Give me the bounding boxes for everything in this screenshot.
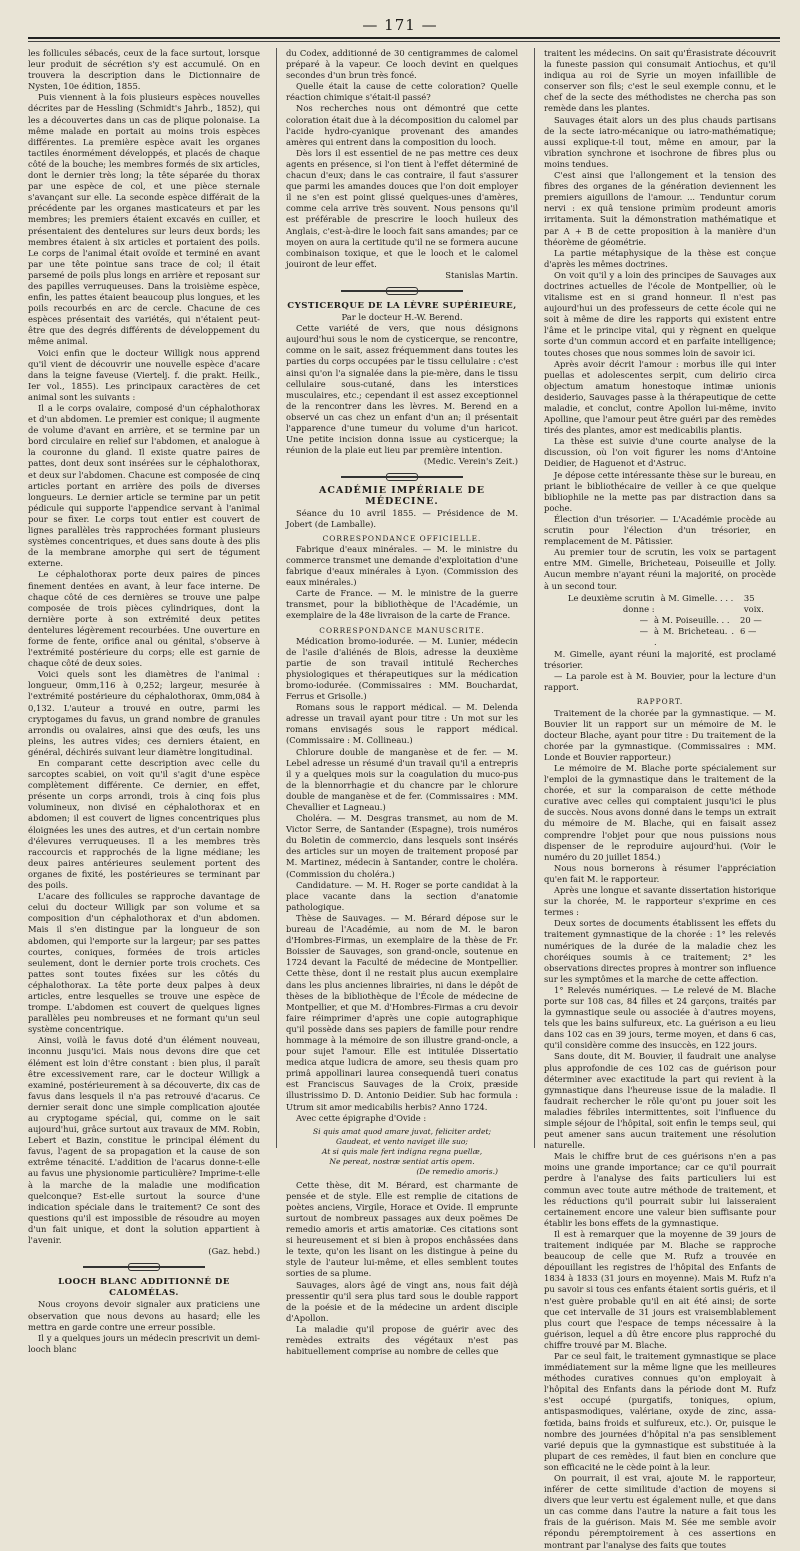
paragraph: Ainsi, voilà le favus doté d'un élément nouveau, inconnu jusqu'ici. Mais nous devons dire que cet élément est loin d'être constant : bien plus, il paraît être excessivement rare, car le docteur Willigk a examiné, postérieurement à sa découverte, dix cas de favus dans lesquels il n'a pas retrouvé d'acarus. Ce dernier serait donc une simple complication ajoutée au cryptogame spécial, qui, comme on le sait aujourd'hui, grâce surtout aux travaux de MM. Robin, Lebert et Bazin, constitue le principal élément du favus, l'agent de sa propagation et la cause de son extrême ténacité. L'addition de l'acarus donne-t-elle au favus une physionomie particulière? Imprime-t-elle à la marche de la maladie une modification quelconque? Est-elle surtout la source d'une indication spéciale dans le traitement? Ce sont des questions qu'il est impossible de résoudre au moyen d'un fait unique, et dont la solution appartient à l'avenir. (28, 1035, 260, 1246)
verse-line: Ne pereat, nostræ sentiat artis opem. (329, 1156, 475, 1166)
paragraph: Le céphalothorax porte deux paires de pinces finement dentées en avant, à leur face interne. De chaque côté de ces dernières se trouve une palpe composée de trois pièces cylindriques, dont la dernière porte à son extrémité deux petites dentelures légèrement recourbées. Une ouverture en forme de fente, orifice anal ou génital, s'observe à l'extrémité postérieure du corps; elle est garnie de chaque côté de deux soies. (28, 569, 260, 669)
paragraph: du Codex, additionné de 30 centigrammes de calomel préparé à la vapeur. Ce looch devint en quelques secondes d'un brun très foncé. (286, 48, 518, 81)
section-separator (286, 285, 518, 295)
paragraph: Après une longue et savante dissertation historique sur la chorée, M. le rapporteur s'exprime en ces termes : (544, 885, 776, 918)
paragraph: Je dépose cette intéressante thèse sur le bureau, en priant le bibliothécaire de veiller à ce que quelque bibliophile ne la mette pas par distraction dans sa poche. (544, 469, 776, 513)
paragraph: Cette variété de vers, que nous désignons aujourd'hui sous le nom de cysticerque, se rencontre, comme on le sait, assez fréquemment dans toutes les parties du corps occupées par le tissu cellulaire : c'est ainsi qu'on l'a signalée dans la pie-mère, dans le tissu cellulaire sous-cutané, dans les interstices musculaires, etc.; cependant il est assez exceptionnel de la rencontrer dans les lèvres. M. Berend en a observé un cas chez un enfant d'un an; il présentait l'apparence d'une tumeur du volume d'un haricot. Une petite incision donna issue au cysticerque; la réunion de la plaie eut lieu par première intention. (286, 323, 518, 456)
paragraph: Le mémoire de M. Blache porte spécialement sur l'emploi de la gymnastique dans le traitement de la chorée, et sur la comparaison de cette méthode curative avec celles qui comptaient jusqu'ici le plus de succès. Nous avons donné dans le temps un extrait du mémoire de M. Blache, qui en faisait assez comprendre l'objet pour que nous puissions nous dispenser de le reproduire aujourd'hui. (Voir le numéro du 20 juillet 1854.) (544, 763, 776, 862)
paragraph: Romans sous le rapport médical. — M. Delenda adresse un travail ayant pour titre : Un mot sur les romans envisagés sous le rapport médical. (Commissaire : M. Collineau.) (286, 702, 518, 746)
paragraph: Il est à remarquer que la moyenne de 39 jours de traitement indiquée par M. Blache se rapproche beaucoup de celle que M. Rufz a trouvée en dépouillant les registres de l'hôpital des Enfants de 1834 à 1833 (31 jours en moyenne). Mais M. Rufz n'a pu savoir si tous ces enfants étaient sortis guéris, et il n'est guère probable qu'il en ait été ainsi; de sorte que cet intervalle de 31 jours est vraisemblablement plus court que l'espace de temps nécessaire à la guérison, lequel a dû être encore plus rapproché du chiffre trouvé par M. Blache. (544, 1228, 776, 1350)
vote-label: Le deuxième scrutin donne : (567, 592, 655, 614)
paragraph: Mais le chiffre brut de ces guérisons n'en a pas moins une grande importance; car ce qu'il pourrait perdre à l'analyse des faits particuliers lui est commun avec toute autre méthode de traitement, et les réductions qu'il pourrait subir lui laisseraient certainement encore une valeur bien suffisante pour établir les bons effets de la gymnastique. (544, 1151, 776, 1228)
paragraph: Carte de France. — M. le ministre de la guerre transmet, pour la bibliothèque de l'Académie, un exemplaire de la 48e livraison de la carte de France. (286, 588, 518, 621)
paragraph: Sauvages, alors âgé de vingt ans, nous fait déjà pressentir qu'il sera plus tard sous le double rapport de la poésie et de la médecine un ardent disciple d'Apollon. (286, 1279, 518, 1323)
paragraph: M. Gimelle, ayant réuni la majorité, est proclamé trésorier. (544, 649, 776, 671)
vote-row (544, 615, 776, 626)
article-heading: CYSTICERQUE DE LA LÈVRE SUPÉRIEURE, (287, 300, 517, 311)
paragraph: L'acare des follicules se rapproche davantage de celui du docteur Willigk par son volume et sa composition d'un céphalothorax et d'un abdomen. Mais il s'en distingue par la longueur de son abdomen, qui l'emporte sur la largeur; par ses pattes courtes, coniques, formées de trois articles seulement, dont le dernier porte trois crochets. Ces pattes sont toutes fixées sur les côtés du céphalothorax. La tête porte deux palpes à deux articles, entre lesquelles se trouve une espèce de trompe. L'abdomen est couvert de quelques lignes parallèles peu nombreuses et ne formant qu'un seul système concentrique. (28, 891, 260, 1035)
paragraph: Il a le corps ovalaire, composé d'un céphalothorax et d'un abdomen. Le premier est conique; il augmente de volume d'avant en arrière, et se termine par un bord circulaire en relief sur l'abdomen, et analogue à la couronne du gland. Il existe quatre paires de pattes, dont deux sont insérées sur le céphalothorax, et deux sur l'abdomen. Chacune est composée de cinq articles portant en arrière des poils de diverses longueurs. Le dernier article se termine par un petit pédicule qui supporte l'appendice servant à l'animal pour se fixer. Le corps tout entier est couvert de lignes parallèles très rapprochées formant plusieurs systèmes concentriques, et dues sans doute à des plis de la membrane amorphe qui sert de tégument externe. (28, 403, 260, 569)
paragraph: Nous nous bornerons à résumer l'appréciation qu'en fait M. le rapporteur. (544, 862, 776, 884)
section-separator (286, 471, 518, 481)
article-heading: LOOCH BLANC ADDITIONNÉ DE CALOMÉLAS. (58, 1277, 230, 1299)
paragraph: traitent les médecins. On sait qu'Érasistrate découvrit la funeste passion qui consumait Antiochus, et qu'il indiqua au roi de Syrie un moyen infaillible de conserver son fils; c'est le seul exemple connu, et le chef de la secte des méthodistes ne chercha pas son remède dans les plantes. (544, 48, 776, 114)
paragraph: Choléra. — M. Desgras transmet, au nom de M. Victor Serre, de Santander (Espagne), trois numéros du Boletin de commercio, dans lesquels sont insérés des articles sur un moyen de traitement proposé par M. Martinez, médecin à Santander, contre le choléra. (Commission du choléra.) (286, 813, 518, 879)
vote-candidate: à M. Poiseuille. . . (654, 614, 730, 625)
header-rule (28, 37, 780, 39)
paragraph: Quelle était la cause de cette coloration? Quelle réaction chimique s'était-il passé? (286, 81, 518, 103)
verse-source: (De remedio amoris.) (416, 1166, 498, 1176)
verse-line: Gaudeat, et vento naviget ille suo; (336, 1136, 468, 1146)
paragraph: Candidature. — M. H. Roger se porte candidat à la place vacante dans la section d'anatomie pathologique. (286, 879, 518, 912)
epigraph (286, 1127, 518, 1177)
vote-dash: — (639, 614, 648, 625)
paragraph: Traitement de la chorée par la gymnastique. — M. Bouvier lit un rapport sur un mémoire de M. le docteur Blache, ayant pour titre : Du traitement de la chorée par la gymnastique. (Commissaires : MM. Londe et Bouvier rapporteur.) (544, 707, 776, 762)
paragraph: Au premier tour de scrutin, les voix se partagent entre MM. Gimelle, Bricheteau, Poiseuille et Jolly. Aucun membre n'ayant réuni la majorité, on procède à un second tour. (544, 547, 776, 591)
citation: (Medic. Verein's Zeit.) (423, 456, 518, 467)
paragraph: Chlorure double de manganèse et de fer. — M. Lebel adresse un résumé d'un travail qu'il a entrepris il y a quelques mois sur la coagulation du muco-pus de la blennorrhagie et du chancre par le chlorure double de manganèse et de fer. (Commissaires : MM. Chevallier et Lagneau.) (286, 746, 518, 812)
paragraph: La thèse est suivie d'une courte analyse de la discussion, où l'on voit figurer les noms d'Antoine Deidier, de Haguenot et d'Astruc. (544, 436, 776, 469)
paragraph: Élection d'un trésorier. — L'Académie procède au scrutin pour l'élection d'un trésorier, en remplacement de M. Pâtissier. (544, 513, 776, 547)
paragraph: Voici enfin que le docteur Willigk nous apprend qu'il vient de découvrir une nouvelle espèce d'acare dans la teigne faveuse (Viertelj. f. die prakt. Heilk., Ier vol., 1855). Les principaux caractères de cet animal sont les suivants : (28, 347, 260, 402)
vote-candidate: à M. Gimelle. . . . (660, 592, 734, 603)
vote-results (544, 593, 776, 648)
column-right (544, 48, 776, 1550)
paragraph: Nos recherches nous ont démontré que cette coloration était due à la décomposition du calomel par l'acide hydro-cyanique provenant des amandes amères qui entrent dans la composition du looch. (286, 103, 518, 147)
paragraph: Avec cette épigraphe d'Ovide : (296, 1112, 427, 1123)
paragraph: Fabrique d'eaux minérales. — M. le ministre du commerce transmet une demande d'exploitation d'une fabrique d'eaux minérales à Lyon. (Commission des eaux minérales.) (286, 543, 518, 588)
paragraph: — La parole est à M. Bouvier, pour la lecture d'un rapport. (544, 671, 776, 693)
paragraph: C'est ainsi que l'allongement et la tension des fibres des organes de la génération deviennent les premiers aiguillons de l'amour. ... Tenduntur corum nervi : ex quâ tensione primùm prodeunt amoris irritamenta. Suit la démonstration mathématique et par A + B de cette proposition à la manière d'un théorème de géométrie. (544, 170, 776, 247)
section-heading: ACADÉMIE IMPÉRIALE DE MÉDECINE. (318, 485, 486, 508)
paragraph: En comparant cette description avec celle du sarcoptes scabiei, on voit qu'il s'agit d'une espèce complètement différente. Ce dernier, en effet, présente un corps arrondi, trois à cinq fois plus volumineux, non divisé en céphalothorax et en abdomen; il est couvert de lignes concentriques plus éloignées les unes des autres, et d'un certain nombre d'élevures verruqueuses. Il a les membres très raccourcis et rapprochés de la ligne médiane; les deux paires antérieures seulement portent des organes de fixité, les postérieures se terminant par des poils. (28, 758, 260, 891)
vote-candidate: à M. Bricheteau. . . (654, 625, 734, 647)
paragraph: Thèse de Sauvages. — M. Bérard dépose sur le bureau de l'Académie, au nom de M. le baron d'Hombres-Firmas, un exemplaire de la thèse de Fr. Boissier de Sauvages, son grand-oncle, soutenue en 1724 devant la Faculté de médecine de Montpellier. Cette thèse, dont il ne restait plus aucun exemplaire dans les plus anciennes librairies, ni dans le dépôt de thèses de la bibliothèque de l'École de médecine de Montpellier, et que M. d'Hombres-Firmas a cru devoir faire réimprimer d'après une copie autographique qu'il possède dans ses papiers de famille pour rendre hommage à la mémoire de son illustre grand-oncle, a pour sujet l'amour. Elle est intitulée Dissertatio medica atque ludicra de amore, seu thesis quam pro primâ appollinari laurea consequendâ tueri conatus est Franciscus Sauvages de la Croix, præside illustrissimo D. D. Antonio Deidier. Sub hac formula : Utrum sit amor medicabilis herbis? Anno 1724. (286, 912, 518, 1112)
page-number: — 171 — (362, 16, 438, 34)
signature: Stanislas Martin. (445, 269, 518, 280)
vote-row (544, 593, 776, 615)
paragraph: La partie métaphysique de la thèse est conçue d'après les mêmes doctrines. (544, 247, 776, 269)
vote-dash: — (639, 625, 648, 636)
paragraph: Il y a quelques jours un médecin prescrivit un demi-looch blanc (28, 1332, 260, 1354)
paragraph: Deux sortes de documents établissent les effets du traitement gymnastique de la chorée : 1° les relevés numériques de la durée de la maladie chez les choréiques soumis à ce traitement; 2° les observations directes propres à montrer son influence sur les symptômes et la marche de cette affection. (544, 918, 776, 984)
citation: (Gaz. hebd.) (208, 1246, 260, 1257)
paragraph: Nous croyons devoir signaler aux praticiens une observation que nous devons au hasard; elle les mettra en garde contre une erreur possible. (28, 1299, 260, 1332)
subsection-heading: CORRESPONDANCE OFFICIELLE. (322, 533, 482, 543)
byline: Par le docteur H.-W. Berend. (341, 312, 463, 323)
column-divider (534, 48, 535, 1148)
column-left (28, 48, 260, 1354)
paragraph: On pourrait, il est vrai, ajoute M. le rapporteur, inférer de cette similitude d'action de moyens si divers que leur vertu est également nulle, et que dans un cas comme dans l'autre la nature a fait tous les frais de la guérison. Mais M. Sée me semble avoir répondu péremptoirement à ces assertions en montrant par l'analyse des faits que toutes (544, 1473, 776, 1550)
paragraph: 1° Relevés numériques. — Le relevé de M. Blache porte sur 108 cas, 84 filles et 24 garçons, traités par la gymnastique seule ou associée à d'autres moyens, tels que les bains sulfureux, etc. La guérison a eu lieu dans 102 cas en 39 jours, terme moyen, et dans 6 cas, qu'il considère comme des insuccès, en 122 jours. (544, 984, 776, 1051)
paragraph: les follicules sébacés, ceux de la face surtout, lorsque leur produit de sécrétion s'y est accumulé. On en trouvera la description dans le Dictionnaire de Nysten, 10e édition, 1855. (28, 48, 260, 92)
vote-count: 6 — (740, 625, 757, 636)
section-separator (28, 1261, 260, 1271)
paragraph: Voici quels sont les diamètres de l'animal : longueur, 0mm,116 à 0,252; largeur, mesurée à l'extrémité postérieure du céphalothorax, 0mm,084 à 0,132. L'auteur a trouvé en outre, parmi les cryptogames du favus, un grand nombre de granules arrondis ou ovalaires, ainsi que des œufs, les uns pleins, les autres vides; ces derniers étaient, en général, déchirés suivant leur diamètre longitudinal. (28, 669, 260, 757)
verse-line: Si quis amat quod amare juvat, feliciter ardet; (312, 1126, 492, 1136)
verse-line: At si quis male fert indigna regna puellæ, (321, 1146, 483, 1156)
session-line: Séance du 10 avril 1855. — Présidence de M. Jobert (de Lamballe). (286, 507, 518, 529)
vote-row (544, 626, 776, 648)
subsection-heading: CORRESPONDANCE MANUSCRITE. (319, 625, 485, 635)
paragraph: Sans doute, dit M. Bouvier, il faudrait une analyse plus approfondie de ces 102 cas de guérison pour déterminer avec exactitude la part qui revient à la gymnastique dans l'heureuse issue de la maladie. Il faudrait rechercher le rôle qu'ont pu jouer soit les maladies fébriles intermittentes, soit l'influence du simple séjour de l'hôpital, soit enfin le temps seul, qui peut amener sans aucun traitement une résolution naturelle. (544, 1051, 776, 1151)
column-divider (276, 48, 277, 1148)
paragraph: Dès lors il est essentiel de ne pas mettre ces deux agents en présence, si l'on tient à l'effet déterminé de chacun d'eux; dans le cas contraire, il faut s'assurer que parmi les amandes douces que l'on doit employer il ne s'en est point glissé quelques-unes d'amères, comme cela arrive très souvent. Nous pensons qu'il est préférable de prescrire le looch huileux des Anglais, c'est-à-dire le looch fait sans amandes; par ce moyen on aura la certitude qu'il ne se formera aucune combinaison toxique, et que le looch et le calomel jouiront de leur effet. (286, 147, 518, 269)
paragraph: Par ce seul fait, le traitement gymnastique se place immédiatement sur la même ligne que les meilleures méthodes curatives connues qu'on employait à l'hôpital des Enfants dans la période dont M. Rufz s'est occupé (purgatifs, toniques, opium, antispasmodiques, valériane, oxyde de zinc, assa-fœtida, bains froids et sulfureux, etc.). Or, puisque le nombre des journées d'hôpital n'a pas sensiblement varié depuis que la gymnastique est substituée à la plupart de ces remèdes, il faut bien en conclure que son efficacité ne le cède point à la leur. (544, 1350, 776, 1472)
paragraph: La maladie qu'il propose de guérir avec des remèdes extraits des végétaux n'est pas habituellement comprise au nombre de celles que (286, 1323, 518, 1357)
subsection-heading: RAPPORT. (636, 697, 684, 707)
vote-count: 35 voix. (743, 592, 764, 614)
paragraph: On voit qu'il y a loin des principes de Sauvages aux doctrines actuelles de l'école de Montpellier, où le vitalisme est en si grand honneur. Il n'est pas aujourd'hui un des professeurs de cette école qui ne soit à même de dire les rapports qui existent entre l'âme et le principe vital, qui y règnent en quelque sorte d'un commun accord et en parfaite intelligence; toutes choses que nous sommes loin de savoir ici. (544, 269, 776, 358)
column-middle (286, 48, 518, 1357)
paragraph: Cette thèse, dit M. Bérard, est charmante de pensée et de style. Elle est remplie de citations de poètes anciens, Virgile, Horace et Ovide. Il emprunte surtout de nombreux passages aux deux poëmes De remedio amoris et artis amatoriæ. Ces citations sont si heureusement et si bien à propos enchâssées dans le texte, qu'on les lisant on les distingue à peine du style de l'auteur lui-même, et elles semblent toutes sorties de sa plume. (286, 1179, 518, 1279)
header-rule-thin (28, 41, 780, 42)
paragraph: Sauvages était alors un des plus chauds partisans de la secte iatro-mécanique ou iatro-mathématique; aussi explique-t-il tout, même en amour, par la vibration synchrone et isochrone de fibres plus ou moins tendues. (544, 114, 776, 169)
paragraph: Puis viennent à la fois plusieurs espèces nouvelles décrites par de Hessling (Schmidt's Jahrb., 1852), qui les a découvertes dans un cas de plique polonaise. La même malade en portait au moins trois espèces différentes. La première espèce avait les organes tactiles énormément développés, et placés de chaque côté de la bouche; les membres formés de six articles, dont le dernier très long; la tête séparée du thorax par une espèce de col, et une pièce sternale s'avançant sur elle. La seconde espèce différait de la précédente par les organes masticateurs et par les membres; les premiers étaient excavés en cuiller, et présentaient des dentelures sur leurs deux bords; les membres étaient à six articles et portaient des poils. Le corps de l'animal était ovoïde et terminé en avant par une tête pointue sans trace de col; il était parsemé de poils plus longs en arrière et reposant sur des papilles verruqueuses. Dans la troisième espèce, enfin, les pattes étaient beaucoup plus longues, et les poils recourbés en arc de cercle. Chacune de ces espèces présentait des variétés, qui n'étaient peut-être que des degrés différents de développement du même animal. (28, 92, 260, 347)
paragraph: Après avoir décrit l'amour : morbus ille qui inter puellas et adolescentes serpit, cum delirio circa objectum amatum honestoque intimæ unionis desiderio, Sauvages passe à la thérapeutique de cette maladie, et conclut, contre Apollon lui-même, invito Apolline, que l'amour peut être guéri par des remèdes tirés des plantes, amor est medicabilis plantis. (544, 358, 776, 436)
paragraph: Médication bromo-iodurée. — M. Lunier, médecin de l'asile d'aliénés de Blois, adresse la deuxième partie de son travail intitulé Recherches physiologiques et thérapeutiques sur la médication bromo-iodurée. (Commissaires : MM. Bouchardat, Ferrus et Grisolle.) (286, 635, 518, 702)
vote-count: 20 — (740, 614, 762, 625)
